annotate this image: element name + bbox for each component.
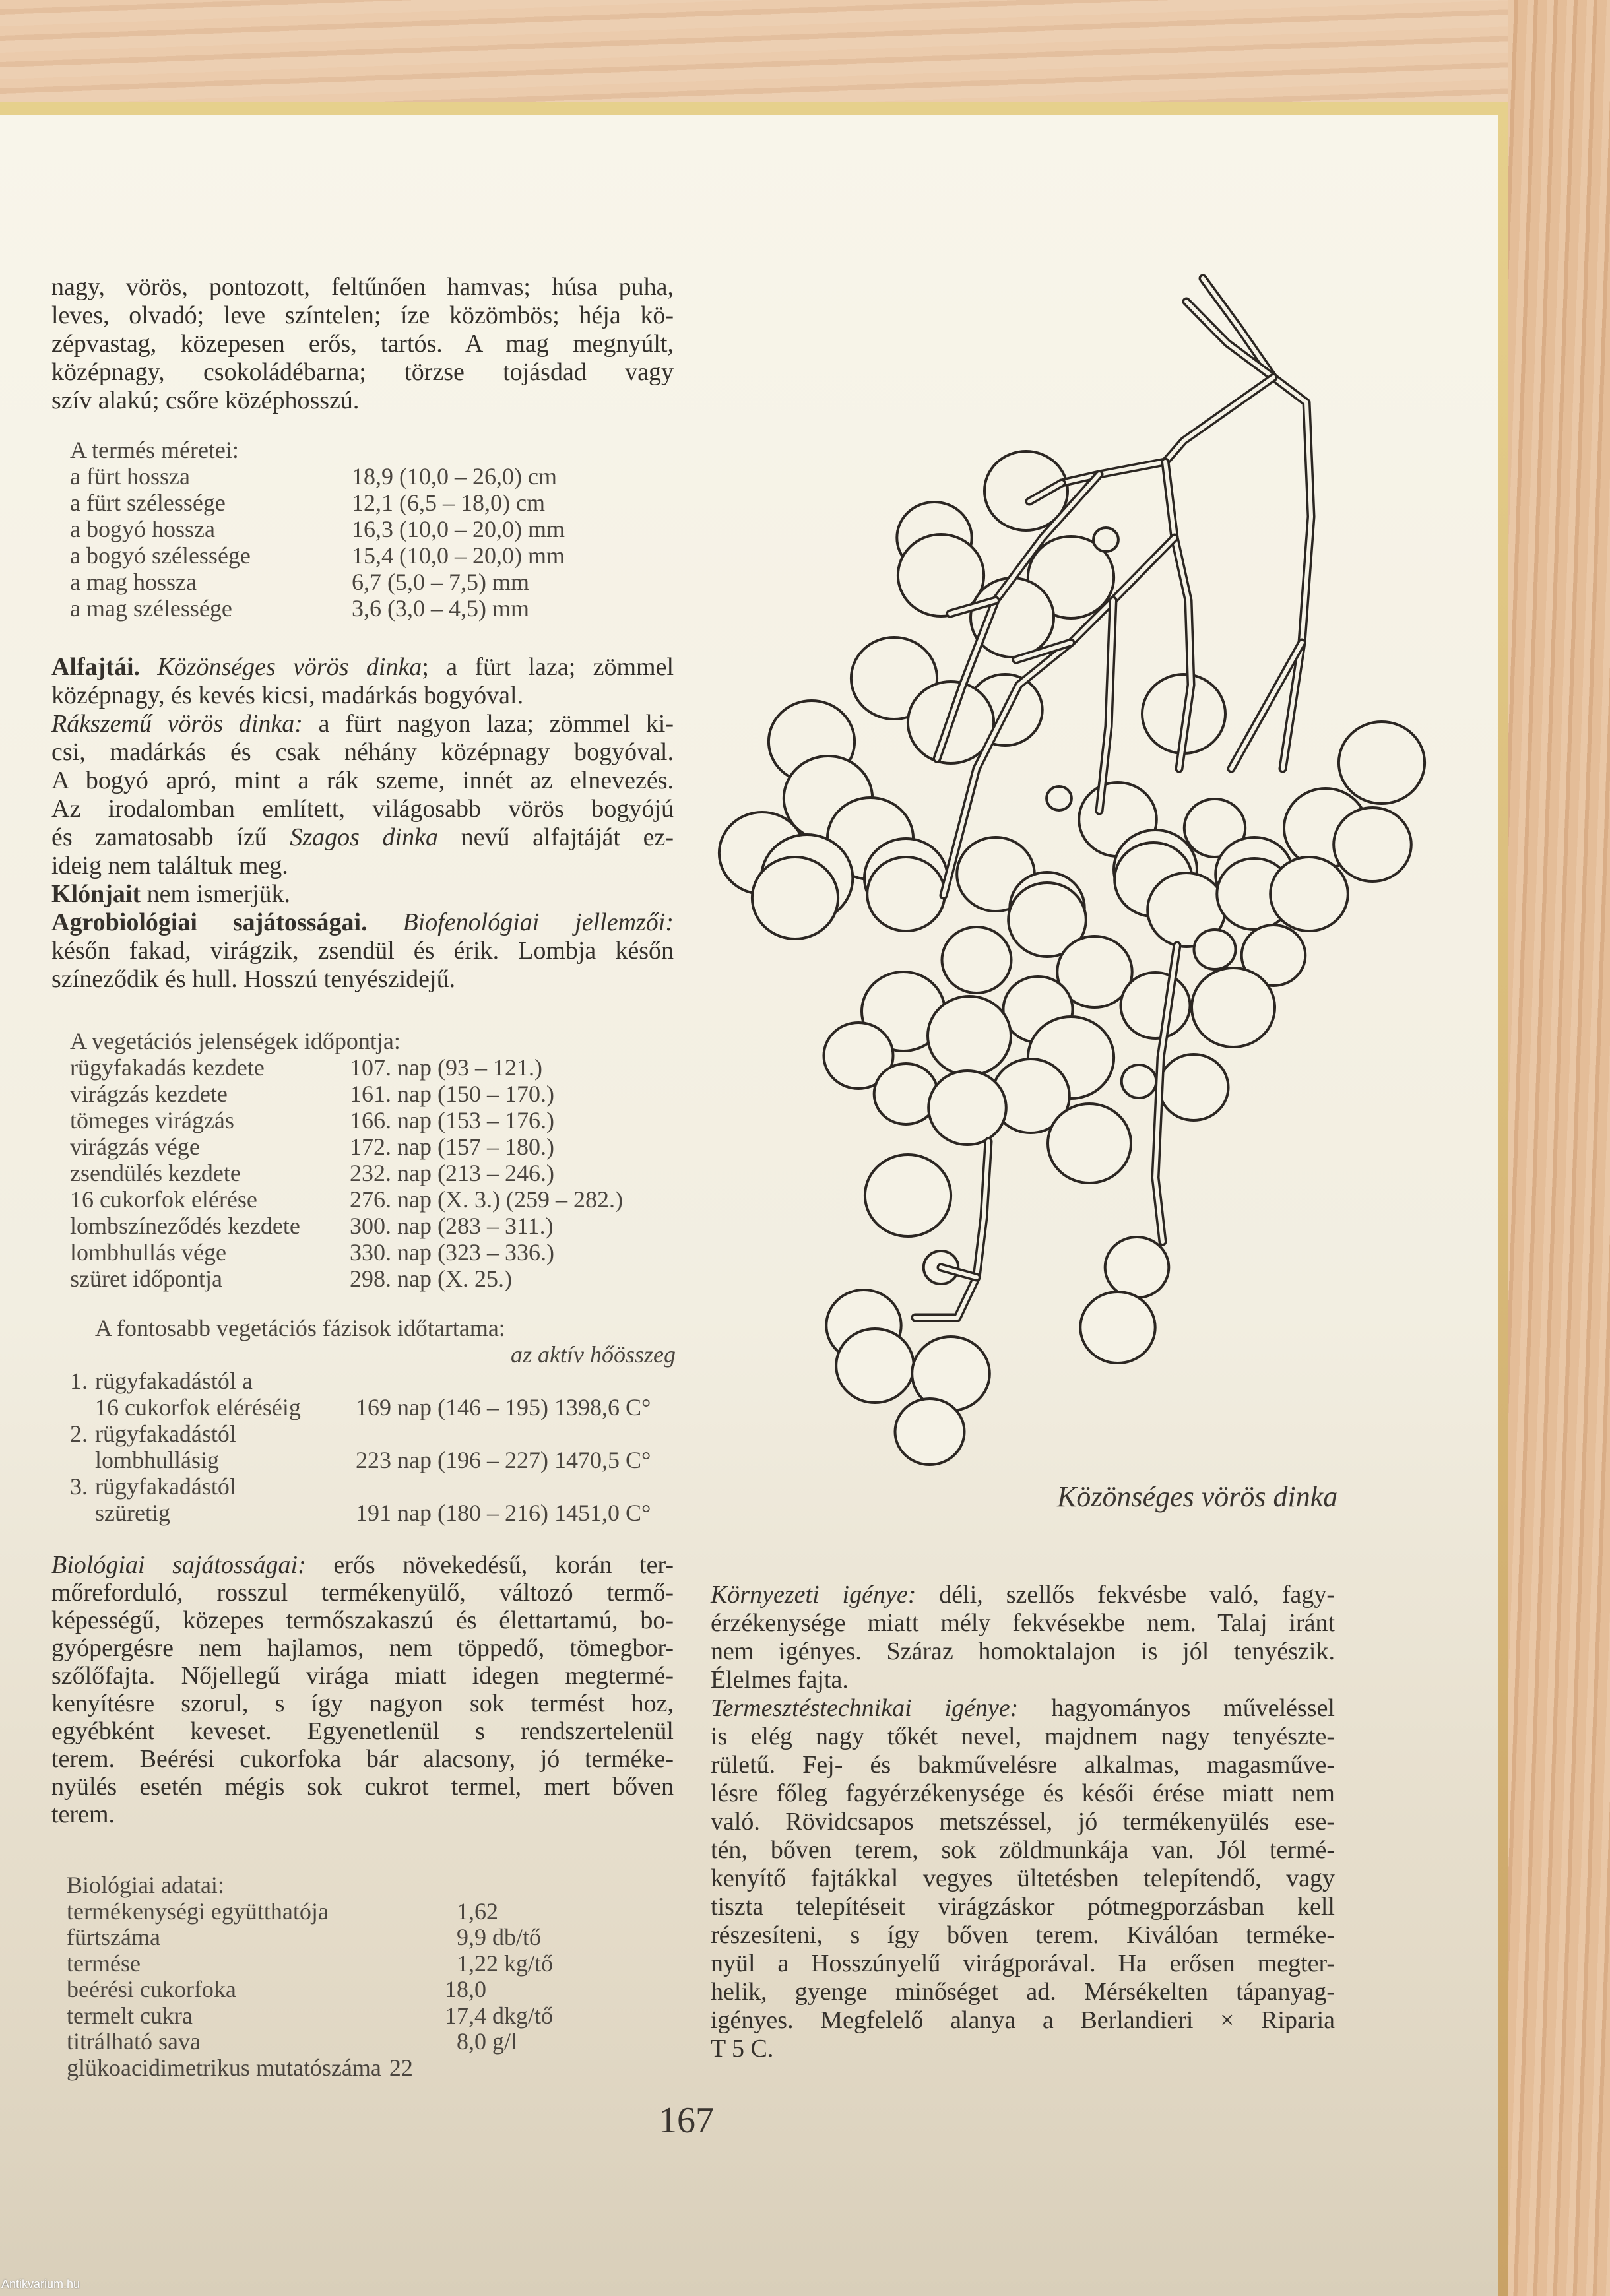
text-line: érzékenysége miatt mély fekvésekbe nem. Talaj iránt [711,1609,1335,1637]
table-row [70,1054,664,1081]
row-value: 223 nap (196 – 227) 1470,5 C° [356,1447,651,1473]
row-label: szüretig [95,1500,170,1526]
row-value: 12,1 (6,5 – 18,0) cm [352,490,545,516]
row-label: a bogyó hossza [70,516,215,542]
row-label: virágzás kezdete [70,1081,228,1107]
table-row [70,1368,677,1394]
row-label: termése [67,1950,141,1977]
text-line: Az irodalomban említett, világosabb vörös bogyójú [51,795,674,823]
table-row [70,1394,677,1420]
requirements-section [711,1581,1335,2063]
table-row [67,1977,660,2003]
row-label: lombszíneződés kezdete [70,1213,300,1239]
table-row [67,2029,660,2055]
text-line: csi, madárkás és csak néhány középnagy bogyóval. [51,738,674,766]
text-line: terem. [51,1801,115,1828]
table-row [67,2055,660,2082]
row-label: 16 cukorfok elérése [70,1186,257,1213]
biological-data-table [67,1872,660,2081]
row-number: 2. [70,1420,88,1447]
text-line: rületű. Fej- és bakművelésre alkalmas, magasműve- [711,1751,1335,1779]
bold-heading: Alfajtái. [51,653,141,681]
table-row [70,1160,664,1186]
text-line [51,880,674,909]
table-title-text: A vegetációs jelenségek időpontja: [70,1028,401,1054]
text-run: és zamatosabb ízű [51,823,290,851]
text-line: nyül a Hosszúnyelű virágporával. Ha erősen megter- [711,1950,1335,1977]
row-label: titrálható sava [67,2028,201,2055]
table-title [70,437,664,463]
row-label: a bogyó szélessége [70,542,251,569]
page-number: 167 [659,2100,714,2141]
row-value: 300. nap (283 – 311.) [350,1213,554,1239]
table-row [70,1265,664,1292]
row-label: 16 cukorfok eléréséig [95,1394,301,1420]
row-value: 172. nap (157 – 180.) [350,1133,554,1160]
row-value: 276. nap (X. 3.) (259 – 282.) [350,1186,623,1213]
italic-term: Termesztéstechnikai igénye: [711,1694,1019,1722]
row-label: a fürt hossza [70,463,190,490]
subvarieties-section [51,653,674,994]
bold-heading: Agrobiológiai sajátosságai. [51,909,368,936]
vegetation-dates-table [70,1028,664,1292]
text-line: zépvastag, közepesen erős, tartós. A mag megnyúlt, [51,330,674,358]
text-line: helik, gyenge minőséget ad. Mérsékelten tápanyag- [711,1978,1335,2006]
text-run: hagyományos műveléssel [1018,1694,1335,1722]
row-value: 15,4 (10,0 – 20,0) mm [352,542,565,569]
table-title [70,1315,677,1341]
text-line: szív alakú; csőre középhosszú. [51,387,360,414]
fruit-description-paragraph [51,273,674,415]
text-line: igényes. Megfelelő alanya a Berlandieri × Riparia [711,2006,1335,2034]
text-run: a fürt nagyon laza; zömmel ki- [302,710,674,738]
row-label: lombhullásig [95,1447,219,1473]
text-line: mőreforduló, rosszul termékenyülő, változó termő- [51,1579,674,1607]
text-line: kenyítő fajtákkal vegyes ültetésben telepítendő, vagy [711,1865,1335,1892]
italic-term: Rákszemű vörös dinka: [51,710,303,738]
text-run [368,909,403,936]
row-label: tömeges virágzás [70,1107,234,1133]
text-line [51,653,674,682]
row-label: virágzás vége [70,1133,200,1160]
row-label: a mag szélessége [70,595,232,622]
gilded-page-edge-top [0,102,1508,115]
text-line: nagy, vörös, pontozott, feltűnően hamvas; húsa puha, [51,273,674,301]
text-line [711,1694,1335,1723]
text-line: tiszta telepítéseit virágzáskor pótmegporzásban kell [711,1893,1335,1921]
text-run: ; a fürt laza; zömmel [422,653,674,681]
table-row [70,490,664,516]
table-row [70,1420,677,1447]
row-label: lombhullás vége [70,1239,226,1265]
table-row [70,595,664,622]
row-value: 107. nap (93 – 121.) [350,1054,542,1081]
row-number: 3. [70,1473,88,1500]
text-line: egyébként keveset. Egyenetlenül s rendszertelenül [51,1717,674,1745]
row-label: rügyfakadástól [95,1473,236,1500]
text-run: nem ismerjük. [141,880,291,908]
row-value: 191 nap (180 – 216) 1451,0 C° [356,1500,651,1526]
text-line [51,1551,674,1579]
row-value: 9,9 db/tő [457,1924,542,1950]
fruit-dimensions-table [70,437,664,622]
text-run [140,653,157,681]
text-line: színeződik és hull. Hosszú tenyészidejű. [51,965,456,993]
row-value: 16,3 (10,0 – 20,0) mm [352,516,565,542]
row-value: 18,0 [445,1976,486,2002]
row-value: 17,4 dkg/tő [445,2002,554,2029]
table-title-text: Biológiai adatai: [67,1872,224,1898]
text-line: terem. Beérési cukorfoka bár alacsony, jó terméke- [51,1745,674,1773]
row-value: 22 [389,2054,413,2081]
row-label: beérési cukorfoka [67,1976,236,2002]
row-value: 330. nap (323 – 336.) [350,1239,554,1265]
row-label: szüret időpontja [70,1265,222,1292]
table-row [70,569,664,595]
text-line: szőlőfajta. Nőjellegű virága miatt idegen megtermé- [51,1662,674,1690]
row-value: 8,0 g/l [457,2028,518,2055]
text-run: nevű alfajtáját ez- [437,823,674,851]
biological-traits-paragraph [51,1551,674,1828]
row-value: 18,9 (10,0 – 26,0) cm [352,463,557,490]
table-row [70,1239,664,1265]
text-line: nem igényes. Száraz homoktalajon is jól tenyészik. [711,1638,1335,1665]
text-line [711,1581,1335,1609]
row-label: zsendülés kezdete [70,1160,241,1186]
row-label: termékenységi együtthatója [67,1897,329,1925]
text-line: nyülés esetén mégis sok cukrot termel, mert bőven [51,1773,674,1801]
text-line: részesíteni, s így bőven terem. Kiválóan terméke- [711,1921,1335,1949]
italic-term: Biofenológiai jellemzői: [402,909,674,936]
italic-term: Biológiai sajátosságai: [51,1551,306,1579]
column-header-row [70,1341,677,1368]
column-header: az aktív hőösszeg [511,1341,676,1368]
text-line: való. Rövidcsapos metszéssel, jó termékenyülés ese- [711,1808,1335,1835]
row-label: a mag hossza [70,569,197,595]
row-number: 1. [70,1368,88,1394]
table-row [70,516,664,542]
table-title [67,1872,660,1899]
watermark: Antikvarium.hu [1,2278,80,2291]
text-line: tén, bőven terem, sok zöldmunkája van. Jól termé- [711,1836,1335,1864]
row-label: termelt cukra [67,2002,193,2029]
text-run: déli, szellős fekvésbe való, fagy- [916,1581,1336,1609]
table-row [70,1447,677,1473]
table-row [70,1133,664,1160]
wooden-table-background [0,0,1610,103]
table-row [70,1213,664,1239]
table-row [70,542,664,569]
row-label: rügyfakadás kezdete [70,1054,265,1081]
row-value: 232. nap (213 – 246.) [350,1160,554,1186]
row-value: 298. nap (X. 25.) [350,1265,512,1292]
table-row [70,1473,677,1500]
table-title-text: A termés méretei: [70,437,239,463]
table-title [70,1028,664,1054]
text-line: későn fakad, virágzik, zsendül és érik. Lombja későn [51,937,674,965]
italic-term: Környezeti igénye: [711,1581,917,1609]
table-title-text: A fontosabb vegetációs fázisok időtartama: [95,1315,505,1341]
row-label: rügyfakadástól [95,1420,236,1447]
wooden-table-background-right [1508,0,1610,2296]
text-line [51,710,674,738]
text-line: lésre főleg fagyérzékenysége és késői érése miatt nem [711,1779,1335,1807]
text-line: képességű, közepes termőszakaszú és élettartamú, bo- [51,1607,674,1634]
table-row [67,1899,660,1925]
table-row [70,463,664,490]
gilded-page-edge-right [1498,102,1508,2296]
text-line: leves, olvadó; leve színtelen; íze közömbös; héja kö- [51,302,674,329]
text-line: Élelmes fajta. [711,1666,849,1694]
text-line: ideig nem találtuk meg. [51,852,288,879]
row-value: 1,62 [457,1897,498,1925]
text-line: középnagy, és kevés kicsi, madárkás bogyóval. [51,682,524,709]
italic-term: Közönséges vörös dinka [157,653,422,681]
table-row [67,1951,660,1977]
row-value: 1,22 kg/tő [457,1950,554,1977]
text-line: is elég nagy tőkét nevel, majdnem nagy tenyészte- [711,1723,1335,1750]
row-label: fürtszáma [67,1924,160,1950]
table-row [67,2003,660,2029]
row-label: glükoacidimetrikus mutatószáma [67,2054,381,2081]
text-line [51,909,674,937]
row-value: 169 nap (146 – 195) 1398,6 C° [356,1394,651,1420]
text-line: középnagy, csokoládébarna; törzse tojásdad vagy [51,358,674,386]
text-line: kenyítésre szorul, s így nagyon sok termést hoz, [51,1690,674,1717]
row-label: a fürt szélessége [70,490,226,516]
text-line: T 5 C. [711,2035,774,2062]
table-row [67,1925,660,1951]
row-value: 166. nap (153 – 176.) [350,1107,554,1133]
text-line: A bogyó apró, mint a rák szeme, innét az elnevezés. [51,767,674,794]
text-line: gyópergésre nem hajlamos, nem töppedő, tömegbor- [51,1634,674,1662]
table-row [70,1081,664,1107]
table-row [70,1107,664,1133]
row-value: 6,7 (5,0 – 7,5) mm [352,569,529,595]
row-value: 3,6 (3,0 – 4,5) mm [352,595,529,622]
phase-durations-table [70,1315,677,1526]
bold-heading: Klónjait [51,880,141,908]
text-run: erős növekedésű, korán ter- [306,1551,674,1579]
figure-caption: Közönséges vörös dinka [1057,1481,1338,1513]
italic-term: Szagos dinka [290,823,438,851]
row-value: 161. nap (150 – 170.) [350,1081,554,1107]
text-line [51,823,674,852]
row-label: rügyfakadástól a [95,1368,253,1394]
table-row [70,1186,664,1213]
table-row [70,1500,677,1526]
